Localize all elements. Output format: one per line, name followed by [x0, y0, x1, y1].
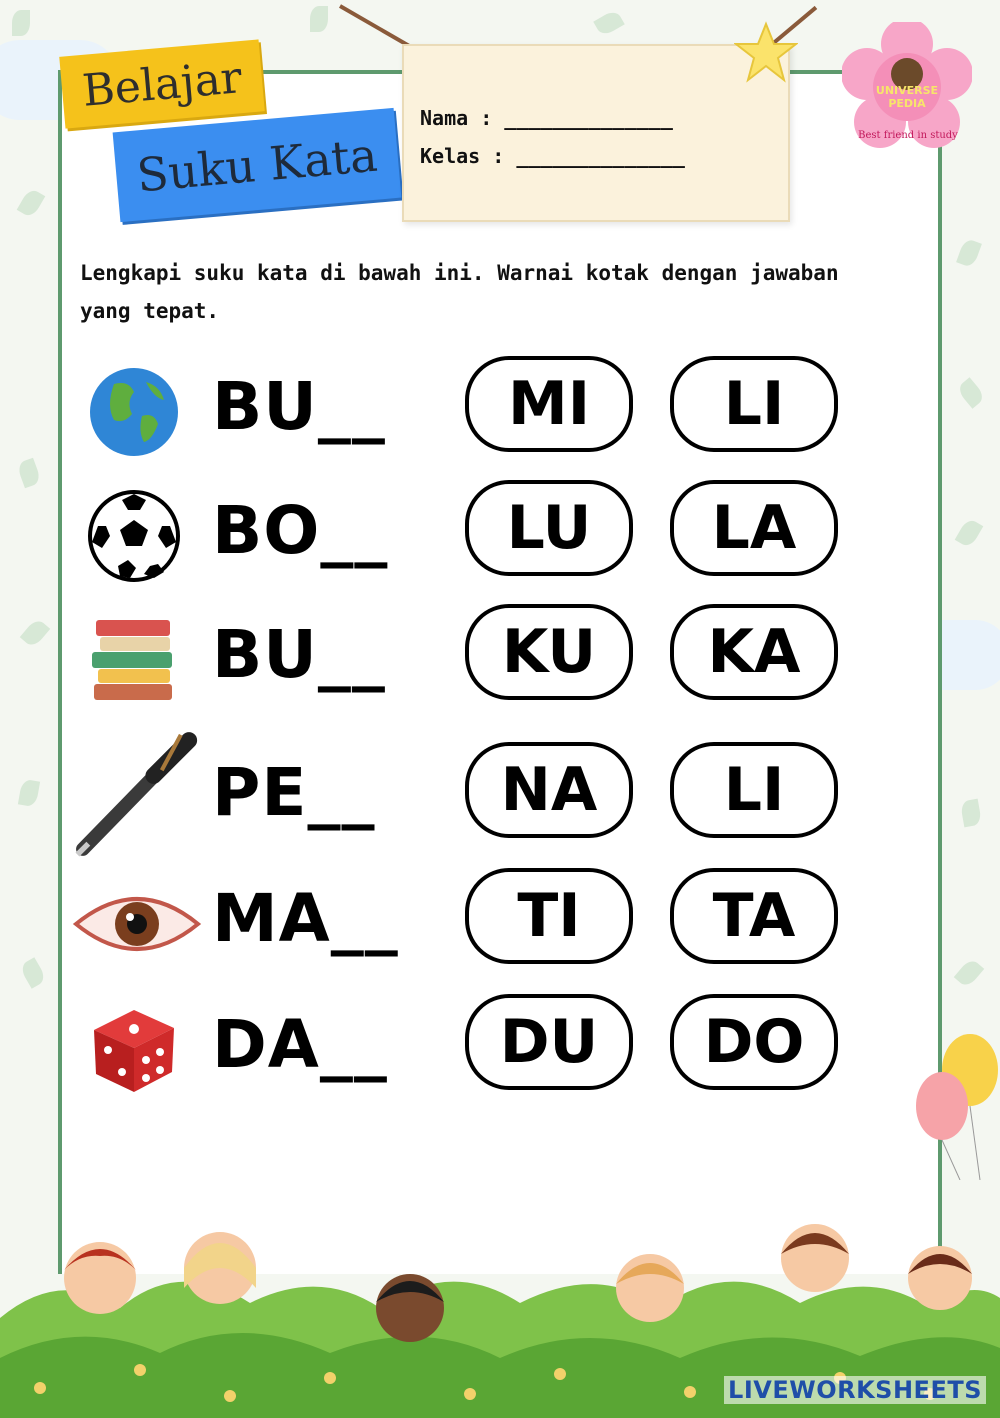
option-button[interactable]: [465, 356, 633, 452]
option-button[interactable]: [465, 994, 633, 1090]
option-label: LU: [506, 493, 592, 563]
option-button[interactable]: [465, 604, 633, 700]
logo: [842, 22, 972, 152]
class-field[interactable]: Kelas : ______________: [420, 144, 685, 168]
option-label: KA: [707, 617, 801, 687]
option-label: KU: [501, 617, 597, 687]
balloons-icon: [900, 1030, 1000, 1180]
word-prompt: BO__: [212, 492, 389, 569]
exercise-row-2: [72, 480, 872, 590]
exercise-row-5: [72, 868, 872, 978]
name-field[interactable]: Nama : ______________: [420, 106, 673, 130]
exercise-row-6: [72, 994, 872, 1104]
option-button[interactable]: [465, 480, 633, 576]
name-class-sign: [402, 44, 790, 222]
liveworksheets-watermark: LIVEWORKSHEETS: [724, 1376, 986, 1404]
exercise-row-4: [72, 742, 872, 852]
word-prompt: PE__: [212, 754, 376, 831]
option-label: LI: [723, 755, 785, 825]
logo-text: UNIVERSE PEDIA: [875, 84, 939, 110]
word-prompt: MA__: [212, 880, 399, 957]
word-prompt: BU__: [212, 368, 386, 445]
option-button[interactable]: [670, 994, 838, 1090]
eye-icon: [72, 874, 202, 974]
option-button[interactable]: [670, 356, 838, 452]
logo-tagline: Best friend in study: [858, 130, 958, 141]
globe-icon: [82, 362, 186, 462]
title-suku-kata: Suku Kata: [113, 108, 402, 222]
option-button[interactable]: [670, 480, 838, 576]
star-icon: [734, 20, 798, 84]
option-label: NA: [500, 755, 598, 825]
option-label: MI: [507, 369, 591, 439]
instruction-text: Lengkapi suku kata di bawah ini. Warnai kotak dengan jawaban yang tepat.: [80, 261, 839, 323]
option-label: TA: [712, 881, 796, 951]
option-label: DO: [703, 1007, 805, 1077]
option-label: LA: [711, 493, 797, 563]
exercise-row-3: [72, 604, 872, 714]
option-button[interactable]: [465, 868, 633, 964]
option-label: TI: [517, 881, 581, 951]
word-prompt: DA__: [212, 1006, 388, 1083]
books-icon: [82, 610, 186, 710]
soccer-ball-icon: [82, 486, 186, 586]
word-prompt: BU__: [212, 616, 386, 693]
option-button[interactable]: [670, 742, 838, 838]
option-label: DU: [499, 1007, 599, 1077]
sign-rope-left: [339, 4, 410, 47]
dice-icon: [82, 1000, 186, 1100]
pen-icon: [72, 724, 208, 860]
option-label: LI: [723, 369, 785, 439]
option-button[interactable]: [670, 604, 838, 700]
exercise-row-1: [72, 356, 872, 466]
title-belajar: Belajar: [59, 39, 265, 128]
option-button[interactable]: [465, 742, 633, 838]
option-button[interactable]: [670, 868, 838, 964]
